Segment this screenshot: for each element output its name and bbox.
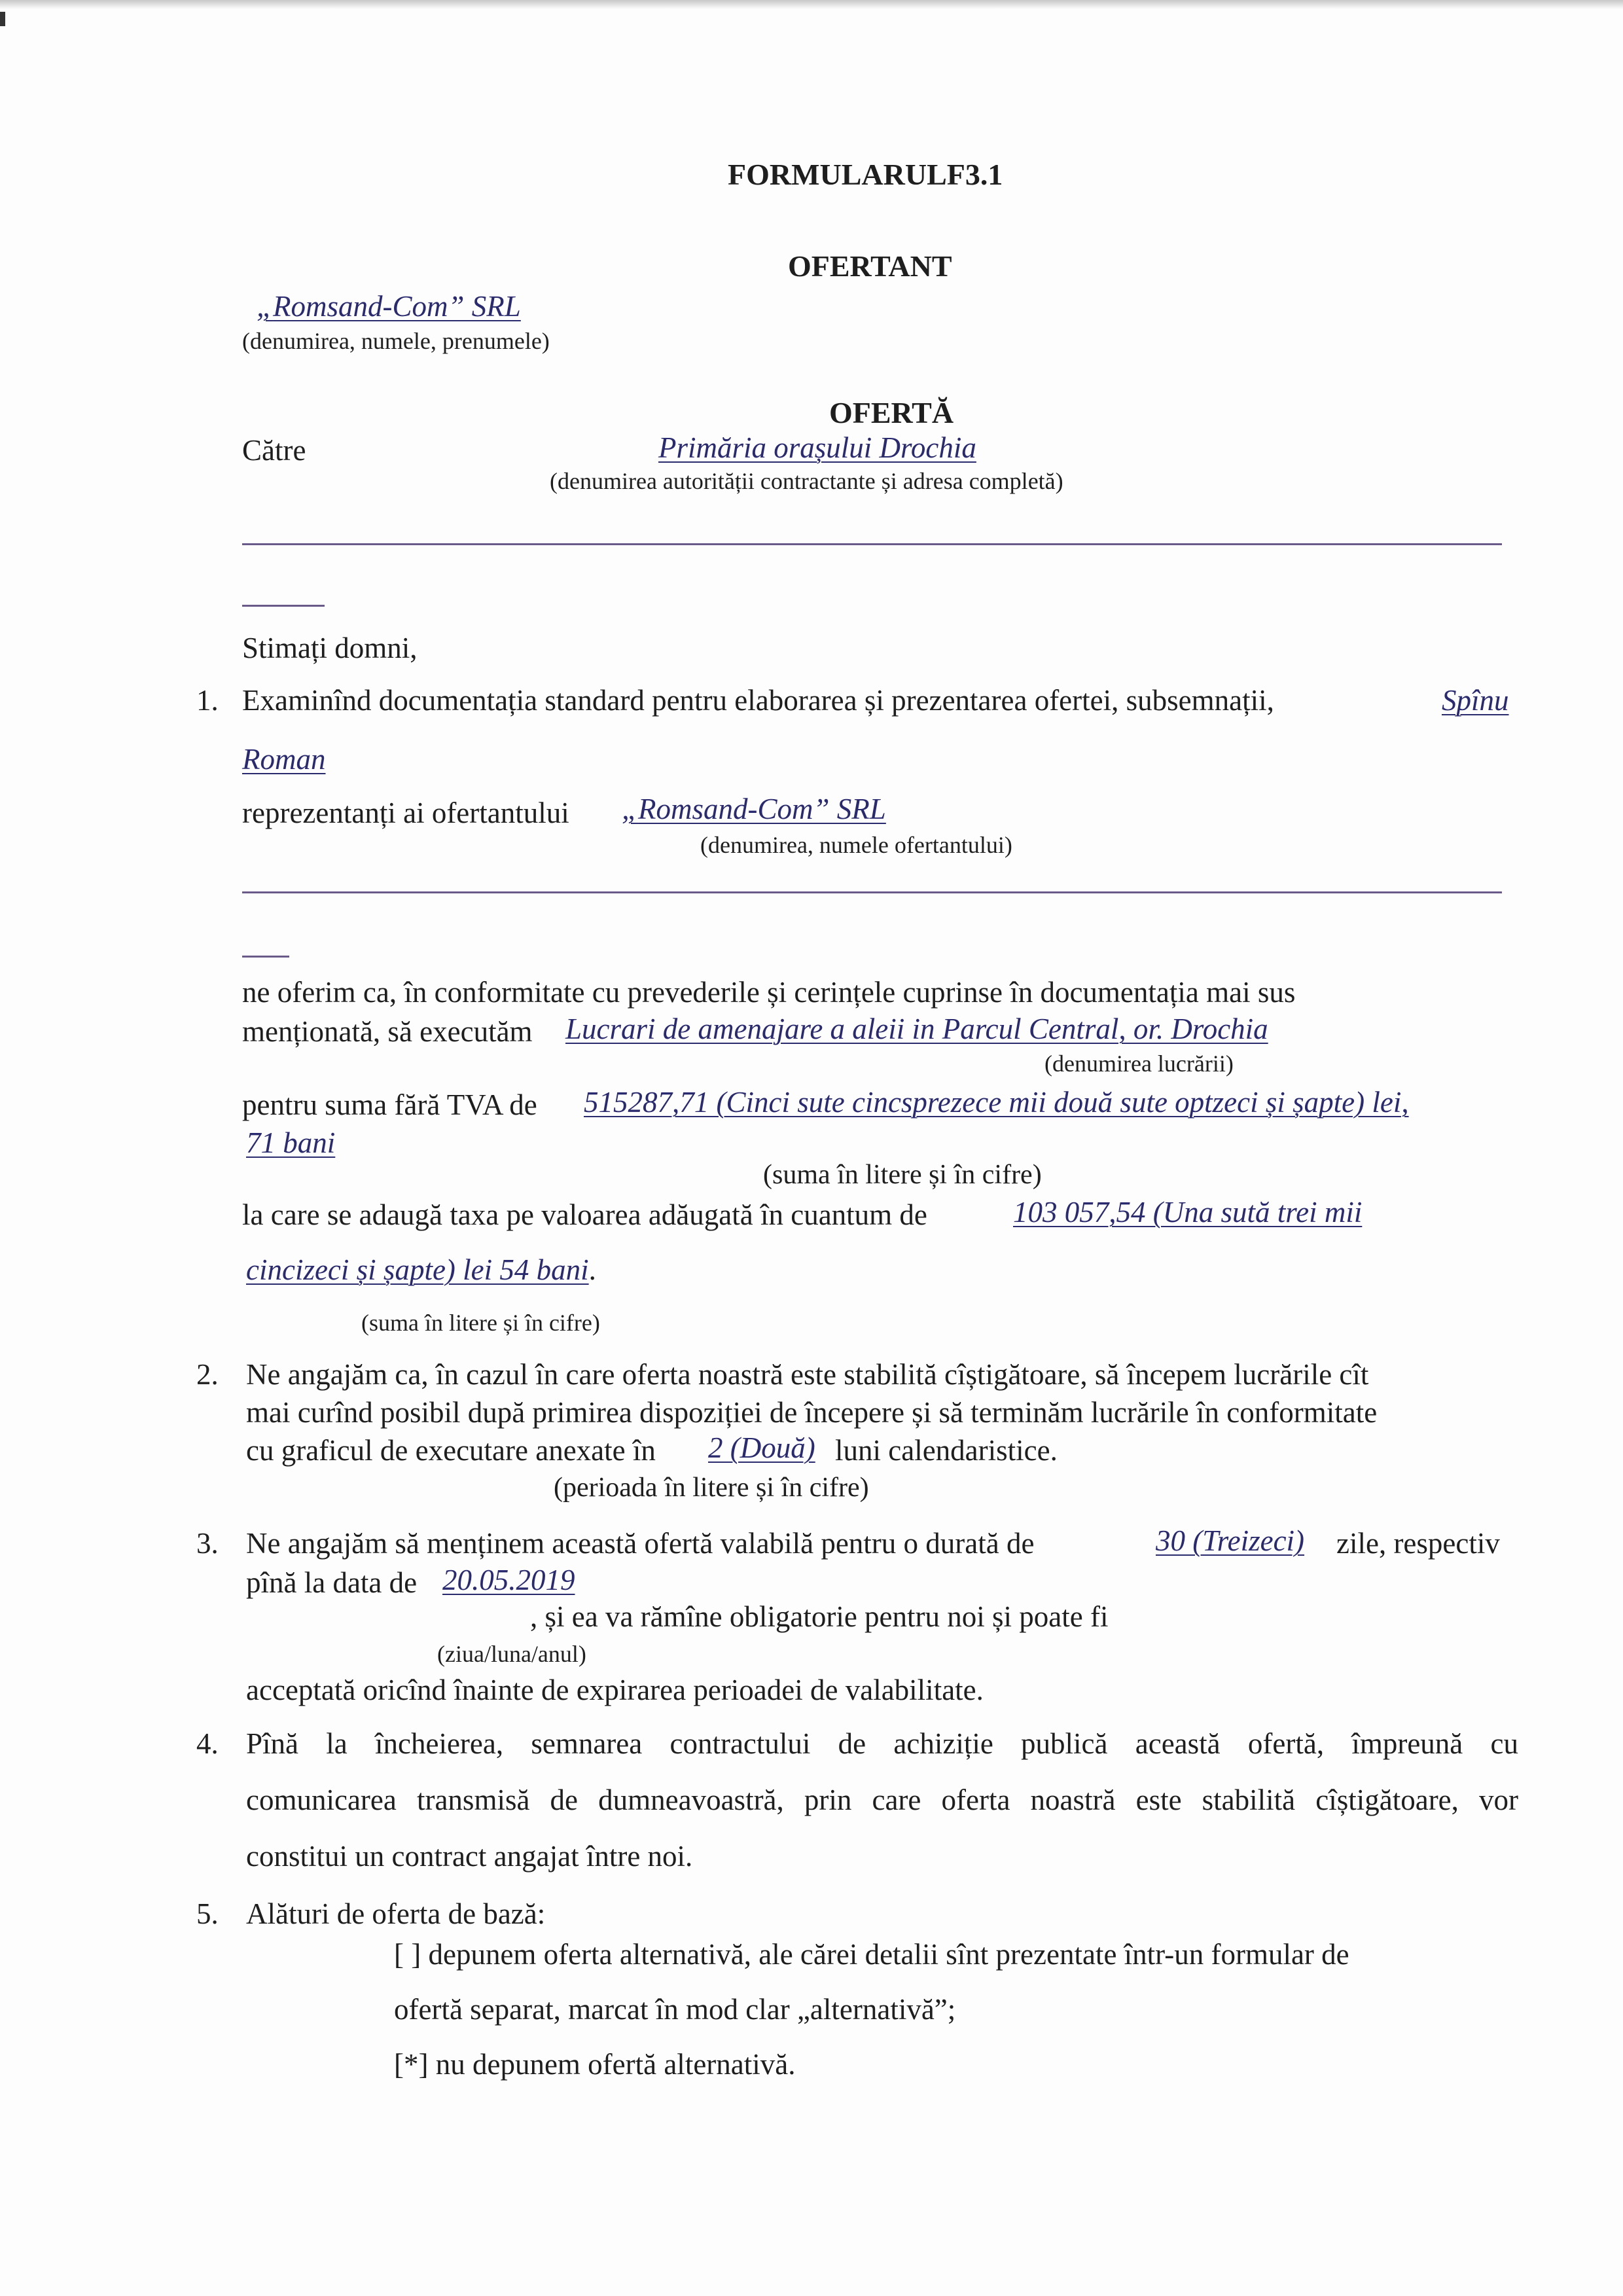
authority-caption: (denumirea autorității contractante și adresa completă) bbox=[550, 468, 1063, 494]
ofertant-name bbox=[242, 290, 521, 323]
representative-name bbox=[622, 793, 886, 825]
validity-days-value: 30 (Treizeci) bbox=[1156, 1524, 1305, 1557]
item2-line1: Ne angajăm ca, în cazul în care oferta noastră este stabilită cîștigătoare, să începem lucrările cît bbox=[246, 1358, 1369, 1391]
validity-date-value: 20.05.2019 bbox=[442, 1564, 575, 1596]
ofertant-name-prefix: „ bbox=[257, 290, 274, 323]
ofertant-heading: OFERTANT bbox=[788, 249, 952, 283]
sum-value-line2: 71 bani bbox=[246, 1126, 336, 1159]
alternative-offer-option-line2: ofertă separat, marcat în mod clar „alternativă”; bbox=[394, 1993, 956, 2026]
item5-line1: Alături de oferta de bază: bbox=[246, 1897, 546, 1930]
oferta-heading: OFERTĂ bbox=[829, 396, 954, 429]
representative-line-short bbox=[242, 956, 289, 958]
alternative-offer-option: [ ] depunem oferta alternativă, ale cărei detalii sînt prezentate într-un formular de bbox=[394, 1938, 1349, 1971]
representative-name-field bbox=[622, 793, 886, 826]
item1-number: 1. bbox=[196, 684, 219, 717]
offer-line2-prefix: menționată, să executăm bbox=[242, 1015, 533, 1048]
item2-line3-suffix: luni calendaristice. bbox=[835, 1434, 1058, 1467]
vat-prefix: la care se adaugă taxa pe valoarea adăugată în cuantum de bbox=[242, 1198, 927, 1231]
authority-address-line-short bbox=[242, 605, 325, 607]
sum-value-line1: 515287,71 (Cinci sute cincsprezece mii două sute optzeci și șapte) lei, bbox=[584, 1086, 1409, 1119]
item2-line3-prefix: cu graficul de executare anexate în bbox=[246, 1434, 656, 1467]
scan-corner-mark bbox=[0, 12, 5, 26]
scan-top-edge bbox=[0, 0, 1623, 9]
vat-caption: (suma în litere și în cifre) bbox=[361, 1310, 600, 1336]
vat-value-line2-field bbox=[246, 1254, 596, 1287]
representative-name-text: Romsand-Com” SRL bbox=[638, 793, 886, 825]
ofertant-name-caption: (denumirea, numele, prenumele) bbox=[242, 328, 550, 354]
item4-line2: comunicarea transmisă de dumneavoastră, prin care oferta noastră este stabilită cîștigătoare, vor bbox=[246, 1784, 1518, 1816]
ofertant-name-text: Romsand-Com” SRL bbox=[273, 290, 521, 323]
item4-number: 4. bbox=[196, 1727, 219, 1760]
period-caption: (perioada în litere și în cifre) bbox=[554, 1473, 869, 1503]
item3-line2-prefix: pînă la data de bbox=[246, 1566, 418, 1599]
item3-line1-suffix: zile, respectiv bbox=[1336, 1527, 1500, 1560]
work-caption: (denumirea lucrării) bbox=[1044, 1050, 1234, 1077]
representative-caption: (denumirea, numele ofertantului) bbox=[700, 832, 1012, 858]
catre-label: Către bbox=[242, 434, 306, 467]
work-name: Lucrari de amenajare a aleii in Parcul Central, or. Drochia bbox=[565, 1013, 1268, 1045]
item1-line1: Examinînd documentația standard pentru elaborarea și prezentarea ofertei, subsemnații, bbox=[242, 684, 1274, 717]
date-caption: (ziua/luna/anul) bbox=[437, 1641, 586, 1667]
sum-caption: (suma în litere și în cifre) bbox=[763, 1160, 1042, 1190]
representative-label: reprezentanți ai ofertantului bbox=[242, 797, 569, 829]
item2-number: 2. bbox=[196, 1358, 219, 1391]
signer-last-name: Roman bbox=[242, 743, 326, 776]
item4-line1: Pînă la încheierea, semnarea contractului de achiziție publică această ofertă, împreună cu bbox=[246, 1727, 1518, 1760]
item3-line3: , și ea va rămîne obligatorie pentru noi și poate fi bbox=[530, 1600, 1109, 1633]
item2-line2: mai curînd posibil după primirea dispoziției de începere și să terminăm lucrările în conformitate bbox=[246, 1396, 1378, 1429]
vat-period: . bbox=[588, 1253, 596, 1286]
no-alternative-offer-option: [*] nu depunem ofertă alternativă. bbox=[394, 2048, 796, 2081]
signer-first-name: Spînu bbox=[1442, 684, 1509, 717]
authority-address-line bbox=[242, 543, 1502, 545]
form-title: FORMULARULF3.1 bbox=[728, 158, 1003, 191]
offer-line1: ne oferim ca, în conformitate cu prevederile și cerințele cuprinse în documentația mai sus bbox=[242, 976, 1296, 1009]
representative-line bbox=[242, 891, 1502, 893]
ofertant-name-field bbox=[242, 291, 521, 323]
authority-name: Primăria orașului Drochia bbox=[658, 431, 976, 464]
item4-line3: constitui un contract angajat între noi. bbox=[246, 1840, 693, 1873]
vat-value-line2: cincizeci și șapte) lei 54 bani bbox=[246, 1253, 589, 1286]
item3-number: 3. bbox=[196, 1527, 219, 1560]
salutation: Stimați domni, bbox=[242, 632, 418, 664]
sum-prefix: pentru suma fără TVA de bbox=[242, 1088, 537, 1121]
period-value: 2 (Două) bbox=[708, 1431, 815, 1464]
representative-name-prefix: „ bbox=[622, 793, 639, 825]
item5-number: 5. bbox=[196, 1897, 219, 1930]
vat-value-line1: 103 057,54 (Una sută trei mii bbox=[1013, 1196, 1363, 1229]
item3-line4: acceptată oricînd înainte de expirarea perioadei de valabilitate. bbox=[246, 1674, 984, 1706]
item3-line1-prefix: Ne angajăm să menținem această ofertă valabilă pentru o durată de bbox=[246, 1527, 1035, 1560]
